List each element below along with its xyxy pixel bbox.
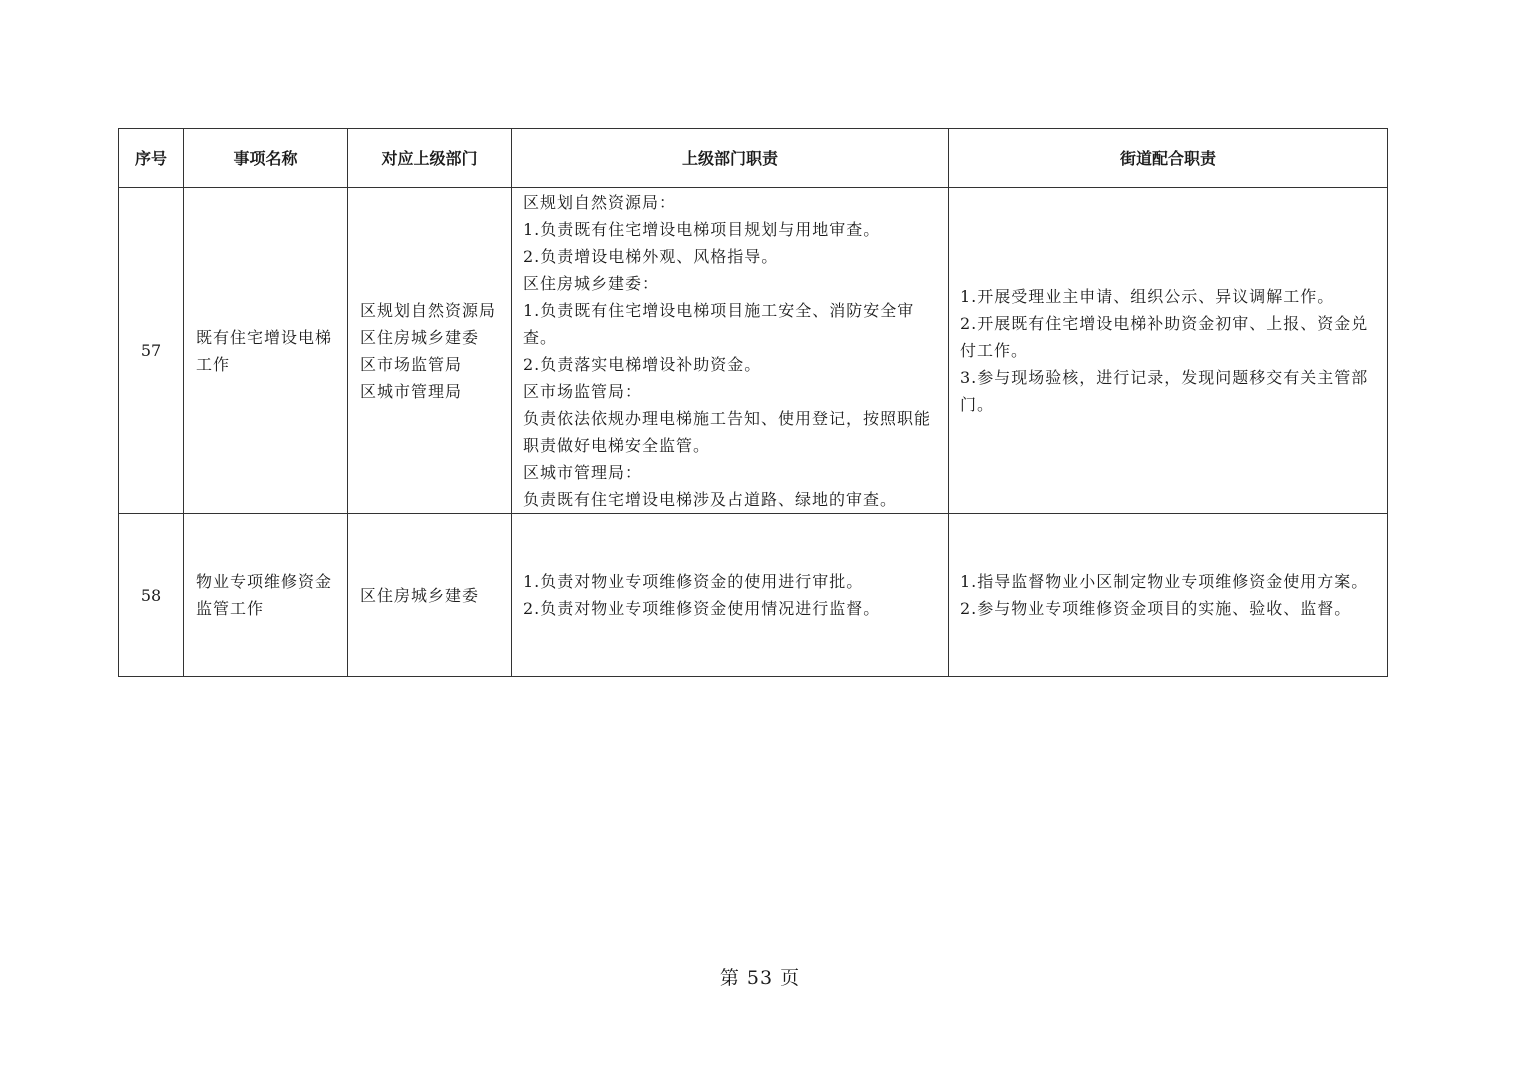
row-item-name: 既有住宅增设电梯工作 (184, 188, 348, 514)
street-line: 2.参与物业专项维修资金项目的实施、验收、监督。 (960, 599, 1352, 618)
street-line: 1.开展受理业主申请、组织公示、异议调解工作。 (960, 287, 1335, 306)
row-street-duties (949, 188, 1388, 514)
header-item-name: 事项名称 (184, 129, 348, 188)
dept-line: 区城市管理局 (360, 381, 463, 401)
duty-line: 负责依法依规办理电梯施工告知、使用登记，按照职能职责做好电梯安全监管。 (523, 408, 932, 455)
duty-line: 区市场监管局： (523, 381, 643, 401)
row-street-duties (949, 514, 1388, 677)
row-superior-duties (512, 188, 949, 514)
row-item-name: 物业专项维修资金监管工作 (184, 514, 348, 677)
dept-line: 区住房城乡建委 (360, 327, 480, 347)
duty-line: 1.负责既有住宅增设电梯项目施工安全、消防安全审查。 (523, 300, 915, 347)
duty-line: 区城市管理局： (523, 462, 643, 482)
street-line: 1.指导监督物业小区制定物业专项维修资金使用方案。 (960, 572, 1369, 591)
duty-line: 区规划自然资源局： (523, 192, 677, 212)
row-num: 58 (119, 514, 184, 677)
row-depts (348, 514, 512, 677)
street-line: 2.开展既有住宅增设电梯补助资金初审、上报、资金兑付工作。 (960, 314, 1369, 360)
duty-line: 2.负责对物业专项维修资金使用情况进行监督。 (523, 599, 881, 618)
dept-line: 区规划自然资源局 (360, 300, 497, 320)
table-header-row (119, 129, 1388, 188)
duty-line: 区住房城乡建委： (523, 273, 660, 293)
header-street-duties: 街道配合职责 (949, 129, 1388, 188)
duty-line: 2.负责落实电梯增设补助资金。 (523, 354, 762, 374)
street-line: 3.参与现场验核，进行记录，发现问题移交有关主管部门。 (960, 368, 1369, 414)
page-number: 第 53 页 (719, 967, 801, 989)
table-row (119, 188, 1388, 514)
row-num: 57 (119, 188, 184, 514)
header-superior-dept: 对应上级部门 (348, 129, 512, 188)
duty-line: 负责既有住宅增设电梯涉及占道路、绿地的审查。 (523, 489, 898, 509)
row-depts (348, 188, 512, 514)
header-num: 序号 (119, 129, 184, 188)
table-row (119, 514, 1388, 677)
duty-line: 1.负责对物业专项维修资金的使用进行审批。 (523, 572, 864, 591)
row-superior-duties (512, 514, 949, 677)
dept-line: 区住房城乡建委 (360, 585, 480, 605)
duty-line: 2.负责增设电梯外观、风格指导。 (523, 246, 779, 266)
header-superior-duties: 上级部门职责 (512, 129, 949, 188)
dept-line: 区市场监管局 (360, 354, 463, 374)
duty-line: 1.负责既有住宅增设电梯项目规划与用地审查。 (523, 219, 881, 239)
duty-table (118, 128, 1388, 677)
